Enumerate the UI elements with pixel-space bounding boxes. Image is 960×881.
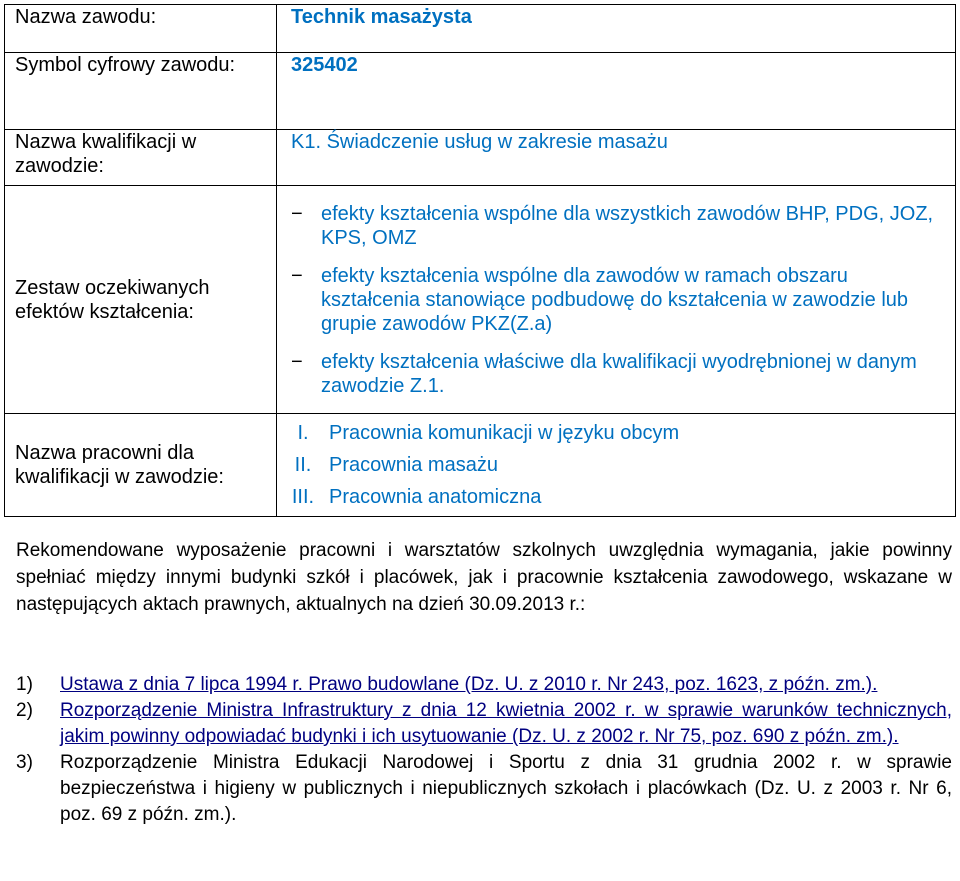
list-item: − efekty kształcenia właściwe dla kwalifikacji wyodrębnionej w danym zawodzie Z.1. <box>291 350 917 397</box>
row-label: Nazwa pracowni dla kwalifikacji w zawodzie: <box>15 442 224 488</box>
qualification-table <box>4 4 956 517</box>
dash-bullet: − <box>291 202 303 225</box>
row-label: Zestaw oczekiwanych efektów kształcenia: <box>15 276 210 323</box>
row-label: Nazwa kwalifikacji w zawodzie: <box>15 131 197 177</box>
profession-name: Technik masażysta <box>291 6 472 28</box>
profession-code: 325402 <box>291 54 358 76</box>
list-item: 2) Rozporządzenie Ministra Infrastruktury z dnia 12 kwietnia 2002 r. w sprawie warunków technicznych, jakim powinny odpowiadać budynki i ich usytuowanie (Dz. U. z 2002 r. Nr 75, poz. 690 z późn. zm.). <box>16 698 952 750</box>
dash-bullet: − <box>291 350 303 373</box>
list-item: 1) Ustawa z dnia 7 lipca 1994 r. Prawo budowlane (Dz. U. z 2010 r. Nr 243, poz. 1623, z późn. zm.). <box>16 672 952 698</box>
learning-outcomes-list <box>277 202 955 398</box>
reference-text: Rozporządzenie Ministra Edukacji Narodowej i Sportu z dnia 31 grudnia 2002 r. w sprawie bezpieczeństwa i higieny w publicznych i niepublicznych szkołach i placówkach (Dz. U. z 2003 r. Nr 6, poz. 69 z późn. zm.). <box>60 752 952 825</box>
table-row <box>5 130 956 186</box>
list-item: I. Pracownia komunikacji w języku obcym <box>297 422 680 444</box>
workshop-list <box>277 417 955 513</box>
list-item: III. Pracownia anatomiczna <box>291 486 542 508</box>
dash-bullet: − <box>291 264 303 287</box>
legal-references-list <box>16 672 952 828</box>
table-row <box>5 414 956 517</box>
list-item: II. Pracownia masażu <box>294 454 498 476</box>
row-label: Symbol cyfrowy zawodu: <box>15 54 236 76</box>
intro-paragraph: Rekomendowane wyposażenie pracowni i warsztatów szkolnych uwzględnia wymagania, jakie powinny spełniać między innymi budynki szkół i placówek, jak i pracownie kształcenia zawodowego, wskazane w następujących aktach prawnych, aktualnych na dzień 30.09.2013 r.: <box>16 540 952 615</box>
qualification-name: K1. Świadczenie usług w zakresie masażu <box>291 131 668 153</box>
table-row <box>5 186 956 414</box>
table-row <box>5 5 956 53</box>
reference-link[interactable]: Rozporządzenie Ministra Infrastruktury z dnia 12 kwietnia 2002 r. w sprawie warunków technicznych, jakim powinny odpowiadać budynki i ich usytuowanie (Dz. U. z 2002 r. Nr 75, poz. 690 z późn. zm.). <box>60 700 952 747</box>
list-item: − efekty kształcenia wspólne dla wszystkich zawodów BHP, PDG, JOZ, KPS, OMZ <box>291 202 934 249</box>
list-item: − efekty kształcenia wspólne dla zawodów w ramach obszaru kształcenia stanowiące podbudowę do kształcenia w zawodzie lub grupie zawodów PKZ(Z.a) <box>291 264 909 335</box>
row-label: Nazwa zawodu: <box>15 6 157 28</box>
list-item: 3) Rozporządzenie Ministra Edukacji Narodowej i Sportu z dnia 31 grudnia 2002 r. w sprawie bezpieczeństwa i higieny w publicznych i niepublicznych szkołach i placówkach (Dz. U. z 2003 r. Nr 6, poz. 69 z późn. zm.). <box>16 750 952 828</box>
reference-link[interactable]: Ustawa z dnia 7 lipca 1994 r. Prawo budowlane (Dz. U. z 2010 r. Nr 243, poz. 1623, z późn. zm.). <box>60 674 878 695</box>
table-row <box>5 53 956 130</box>
